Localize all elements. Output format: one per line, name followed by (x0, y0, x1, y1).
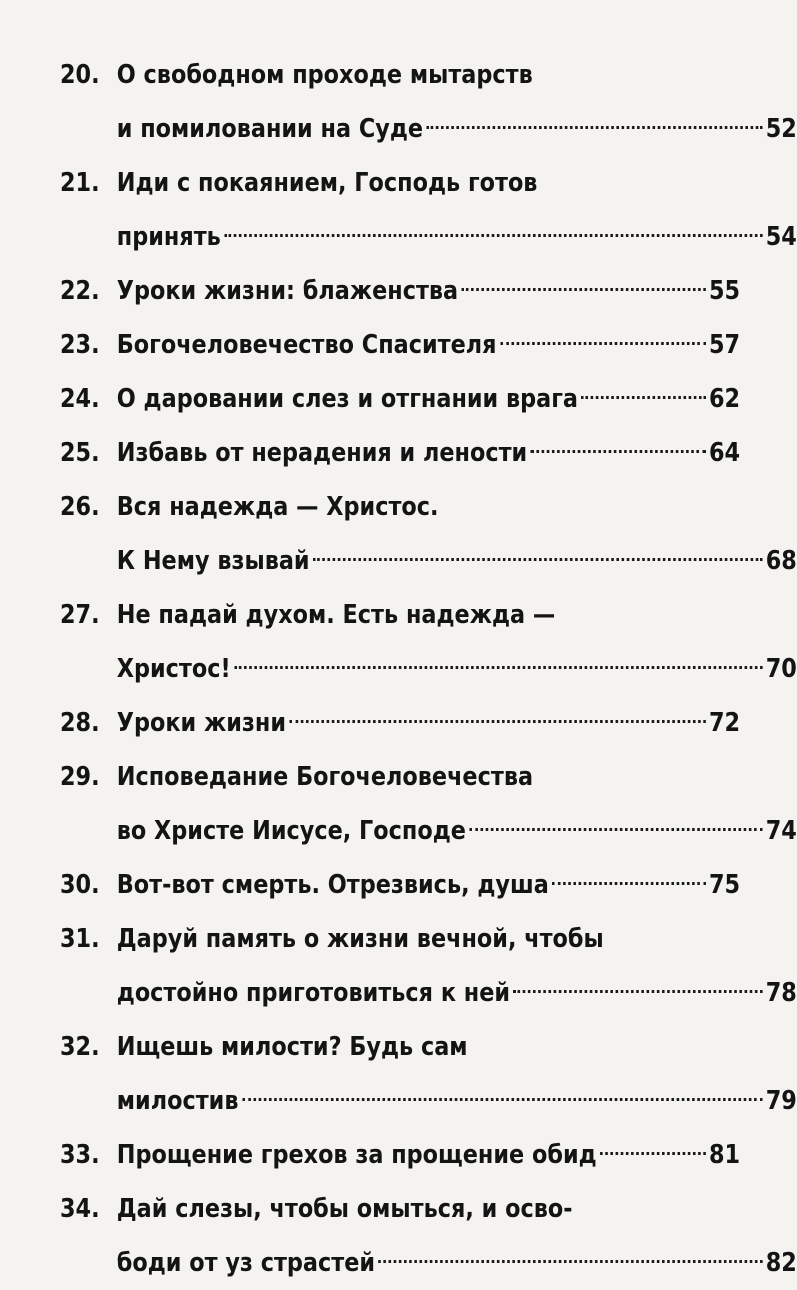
toc-page-number: 82 (765, 1248, 797, 1278)
toc-entry-title: О свободном проходе мытарств (116, 60, 533, 90)
dot-leader (581, 396, 705, 399)
toc-entry-title: Не падай духом. Есть надежда — (116, 600, 556, 630)
toc-line (60, 210, 797, 264)
toc-entry-title: Уроки жизни: блаженства (116, 276, 459, 306)
toc-page-number: 79 (765, 1086, 797, 1116)
toc-entry-number: 33. (60, 1140, 100, 1170)
toc-line (60, 858, 740, 912)
toc-entry-number: 20. (60, 60, 100, 90)
toc-entry-title: Дай слезы, чтобы омыться, и осво- (116, 1194, 573, 1224)
toc-entry (60, 264, 740, 318)
toc-entry-title: во Христе Иисусе, Господе (116, 816, 466, 846)
toc-entry-title: К Нему взывай (116, 546, 310, 576)
toc-line (60, 966, 797, 1020)
toc-line (60, 48, 740, 102)
toc-entry-title: Уроки жизни (116, 708, 287, 738)
toc-line (60, 750, 740, 804)
dot-leader (224, 234, 762, 237)
toc-page-number: 81 (708, 1140, 741, 1170)
toc-entry-title: достойно приготовиться к ней (116, 978, 511, 1008)
dot-leader (313, 558, 762, 561)
toc-entry-title: Вот-вот смерть. Отрезвись, душа (116, 870, 549, 900)
dot-leader (289, 720, 705, 723)
toc-line (60, 156, 740, 210)
toc-entry-title: принять (116, 222, 221, 252)
dot-leader (500, 342, 706, 345)
toc-entry (60, 426, 740, 480)
toc-entry-number: 27. (60, 600, 100, 630)
toc-line (60, 1020, 740, 1074)
toc-line (60, 804, 797, 858)
dot-leader (462, 288, 706, 291)
table-of-contents (60, 48, 797, 1290)
toc-entry-number: 32. (60, 1032, 100, 1062)
toc-entry-title: Богочеловечество Спасителя (116, 330, 497, 360)
toc-line (60, 480, 740, 534)
dot-leader (531, 450, 706, 453)
toc-page-number: 74 (765, 816, 797, 846)
toc-entry-title: Иди с покаянием, Господь готов (116, 168, 538, 198)
toc-entry-title: Исповедание Богочеловечества (116, 762, 534, 792)
toc-entry-title: и помиловании на Суде (116, 114, 424, 144)
toc-page-number: 70 (765, 654, 797, 684)
toc-entry-title: Избавь от нерадения и лености (116, 438, 528, 468)
toc-entry (60, 372, 740, 426)
dot-leader (379, 1260, 763, 1263)
toc-line (60, 1074, 797, 1128)
toc-entry (60, 156, 797, 264)
toc-entry-number: 24. (60, 384, 100, 414)
toc-entry-title: боди от уз страстей (116, 1248, 376, 1278)
dot-leader (552, 882, 705, 885)
toc-entry-number: 25. (60, 438, 100, 468)
toc-entry (60, 750, 797, 858)
toc-line (60, 102, 797, 156)
toc-entry-number: 30. (60, 870, 100, 900)
dot-leader (469, 828, 762, 831)
dot-leader (426, 126, 762, 129)
toc-line (60, 264, 740, 318)
toc-line (60, 912, 740, 966)
toc-page-number: 54 (765, 222, 797, 252)
toc-line (60, 372, 740, 426)
toc-entry-number: 26. (60, 492, 100, 522)
dot-leader (514, 990, 763, 993)
toc-entry-number: 23. (60, 330, 100, 360)
toc-page-number: 68 (765, 546, 797, 576)
toc-line (60, 642, 797, 696)
dot-leader (234, 666, 762, 669)
toc-entry-title: Прощение грехов за прощение обид (116, 1140, 597, 1170)
toc-entry (60, 1020, 797, 1128)
toc-page-number: 52 (765, 114, 797, 144)
toc-entry (60, 1128, 740, 1182)
toc-page-number: 78 (765, 978, 797, 1008)
toc-entry (60, 480, 797, 588)
toc-line (60, 1182, 740, 1236)
toc-line (60, 696, 740, 750)
toc-page-number: 64 (708, 438, 741, 468)
toc-entry-title: Ищешь милости? Будь сам (116, 1032, 468, 1062)
toc-entry (60, 696, 740, 750)
toc-entry-title: милостив (116, 1086, 239, 1116)
toc-line (60, 1128, 740, 1182)
toc-page-number: 57 (708, 330, 741, 360)
dot-leader (600, 1152, 705, 1155)
toc-line (60, 588, 740, 642)
toc-line (60, 318, 740, 372)
toc-page-number: 55 (708, 276, 741, 306)
dot-leader (242, 1098, 762, 1101)
toc-entry-number: 28. (60, 708, 100, 738)
toc-line (60, 1236, 797, 1290)
toc-entry-number: 31. (60, 924, 100, 954)
toc-page-number: 72 (708, 708, 741, 738)
toc-entry (60, 48, 797, 156)
toc-entry (60, 1182, 797, 1290)
toc-entry (60, 588, 797, 696)
toc-page-number: 62 (708, 384, 741, 414)
toc-line (60, 426, 740, 480)
toc-entry (60, 318, 740, 372)
toc-entry (60, 912, 797, 1020)
toc-entry-title: О даровании слез и отгнании врага (116, 384, 579, 414)
toc-entry (60, 858, 740, 912)
toc-entry-title: Христос! (116, 654, 231, 684)
toc-line (60, 534, 797, 588)
toc-entry-title: Вся надежда — Христос. (116, 492, 439, 522)
toc-entry-number: 21. (60, 168, 100, 198)
toc-entry-number: 29. (60, 762, 100, 792)
toc-entry-title: Даруй память о жизни вечной, чтобы (116, 924, 604, 954)
toc-entry-number: 22. (60, 276, 100, 306)
toc-page-number: 75 (708, 870, 741, 900)
toc-entry-number: 34. (60, 1194, 100, 1224)
